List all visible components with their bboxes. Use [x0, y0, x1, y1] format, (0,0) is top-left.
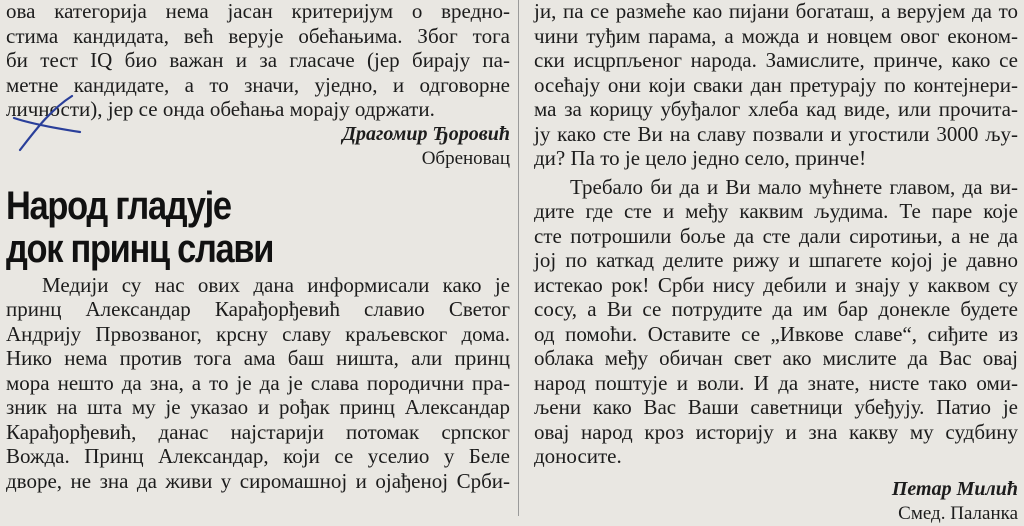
author-name: Петар Милић: [891, 477, 1018, 500]
text-line: ју како сте Ви на славу позвали и угостили 3000 љу-: [534, 121, 1018, 146]
paragraph-2: [534, 175, 1018, 469]
right-column: [534, 0, 1018, 526]
text-line: сосу, а Ви се потрудите да им бар донекле будете: [534, 297, 1018, 321]
text-line: дите где сте и међу каквим људима. Те паре које: [534, 199, 1018, 223]
text-line: народ поштује и воли. И да знате, нисте тако оми-: [534, 370, 1018, 395]
article-headline: [6, 185, 510, 271]
text-line: зник на шта му је указао и рођак принц Александар: [6, 395, 510, 419]
text-line: ји, па се размеће као пијани богаташ, а верујем да то: [534, 0, 1018, 23]
text-line: од помоћи. Оставите се „Ивкове славе“, сиђите из: [534, 321, 1018, 346]
text-line: овај народ кроз историју и зна какву му судбину: [534, 419, 1018, 444]
text-line: Требало би да и Ви мало мућнете главом, да ви-: [570, 174, 1018, 199]
article-body: [6, 273, 510, 494]
text-line: Вожда. Принц Александар, који се уселио у Беле: [6, 444, 510, 468]
text-line: љени како Вас Ваши саветници убеђују. Патио је: [534, 395, 1018, 419]
text-line: ди? Па то је цело једно село, принче!: [534, 146, 867, 170]
text-line: би тест IQ био важан и за гласаче (јер бирају па-: [6, 48, 510, 72]
text-line: осећају они који сваки дан претурају по контејнери-: [534, 72, 1018, 97]
text-line: истекао рок! Срби нису дебили и знају у каквом су: [534, 272, 1018, 297]
text-line: метне кандидате, а то значи, уједно, и одговорне: [6, 72, 510, 97]
text-line: Медији су нас ових дана информисали како је: [42, 272, 510, 297]
author-place: Смед. Паланка: [898, 502, 1018, 524]
text-line: доносите.: [534, 444, 622, 468]
text-line: чини туђим парама, а можда и новцем овог економ-: [534, 23, 1018, 48]
text-line: мора нешто да зна, а то је да је слава породични пра-: [6, 370, 510, 395]
text-line: облака међу обичан свет ако мислите да Вас овај: [534, 346, 1018, 370]
text-line: Андрију Првозваног, крсну славу краљевског дома.: [6, 321, 510, 346]
text-line: ова категорија нема јасан критеријум о вредно-: [6, 0, 510, 23]
text-line: принц Александар Карађорђевић славио Светог: [6, 297, 510, 321]
text-line: Карађорђевић, данас најстарији потомак српског: [6, 419, 510, 444]
headline-line: док принц слави: [6, 226, 274, 271]
text-line: ски исцрпљеног народа. Замислите, принче, како се: [534, 48, 1018, 72]
column-divider: [518, 0, 519, 516]
text-line: јој по каткад делите рижу и шпагете којој је давно: [534, 248, 1018, 272]
author-place: Обреновац: [421, 147, 510, 169]
text-line: дворе, не зна да живи у сиромашној и ојађеној Срби-: [6, 468, 510, 493]
text-line: стима кандидата, већ верује обећањима. Због тога: [6, 23, 510, 48]
left-column: [6, 0, 510, 493]
text-line: сте потрошили боље да сте дали сиротињи, а не да: [534, 223, 1018, 248]
handwritten-x-mark: [10, 92, 82, 156]
headline-line: Народ гладује: [6, 183, 231, 228]
author-name: Драгомир Ђоровић: [342, 122, 510, 145]
text-line: личности), јер се онда обећања морају одржати.: [6, 97, 435, 121]
text-line: Нико нема против тога ама баш ништа, али принц: [6, 346, 510, 370]
paragraph-1: [534, 0, 1018, 171]
text-line: ма за корицу убуђалог хлеба кад виде, или прочита-: [534, 97, 1018, 121]
